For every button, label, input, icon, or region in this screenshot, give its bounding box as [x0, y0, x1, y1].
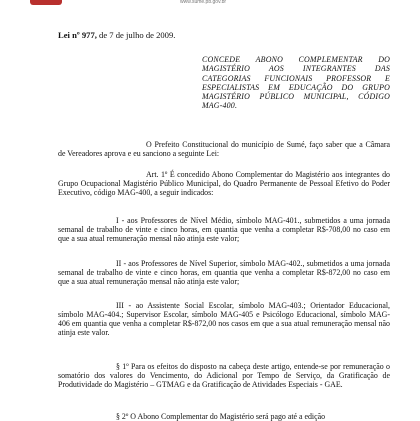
law-number: Lei nº 977, [58, 30, 97, 40]
law-summary: CONCEDE ABONO COMPLEMENTAR DO MAGISTÉRIO AOS INTEGRANTES DAS CATEGORIAS FUNCIONAIS PROFESSOR E ESPECIALISTAS EM EDUCAÇÃO DO GRUPO MAGISTÉRIO PÚBLICO MUNICIPAL, CÓDIGO MAG-400. [202, 55, 390, 111]
website-url[interactable]: www.sume.pb.gov.br [180, 0, 227, 5]
preamble-text: O Prefeito Constitucional do município de Sumé, faço saber que a Câmara de Vereadores aprova e eu sanciono a seguinte Lei: [58, 140, 390, 159]
item-1-text: I - aos Professores de Nível Médio, símbolo MAG-401., submetidos a uma jornada semanal de trabalho de vinte e cinco horas, em quantia que venha a completar R$-708,00 no caso em que a sua atual remuneração mensal não atinja este valor; [58, 216, 390, 244]
article-1-text: Art. 1º É concedido Abono Complementar do Magistério aos integrantes do Grupo Ocupacional Magistério Público Municipal, do Quadro Permanente de Pessoal Efetivo do Poder Executivo, código MAG-400, a seguir indicados: [58, 170, 390, 198]
law-title [58, 30, 175, 40]
item-2-text: II - aos Professores de Nível Superior, símbolo MAG-402., submetidos a uma jornada semanal de trabalho de vinte e cinco horas, em quantia que venha a completar R$-872,00 no caso em que a sua atual remuneração mensal não atinja este valor; [58, 259, 390, 287]
item-3 [58, 301, 390, 337]
paragraph-2-text: § 2º O Abono Complementar do Magistério será pago até a edição [116, 412, 326, 421]
municipal-logo [30, 0, 62, 5]
law-date: de 7 de julho de 2009. [99, 30, 176, 40]
article-1 [58, 170, 390, 197]
item-3-text: III - ao Assistente Social Escolar, símbolo MAG-403.; Orientador Educacional, símbolo MAG-404.; Supervisor Escolar, símbolo MAG-405 e Psicólogo Educacional, símbolo MAG-406 em quantia que venha a completar R$-872,00 nos casos em que a sua atual remuneração mensal não atinja este valor. [58, 301, 390, 338]
paragraph-1-text: § 1º Para os efeitos do disposto na cabeça deste artigo, entende-se por remuneração o somatório dos valores do Vencimento, do Adicional por Tempo de Serviço, da Gratificação de Produtividade do Magistério – GTMAG e da Gratificação de Atividades Especiais - GAE. [58, 362, 390, 390]
item-2 [58, 259, 390, 286]
preamble [58, 140, 390, 158]
item-1 [58, 216, 390, 243]
paragraph-1 [58, 362, 390, 389]
